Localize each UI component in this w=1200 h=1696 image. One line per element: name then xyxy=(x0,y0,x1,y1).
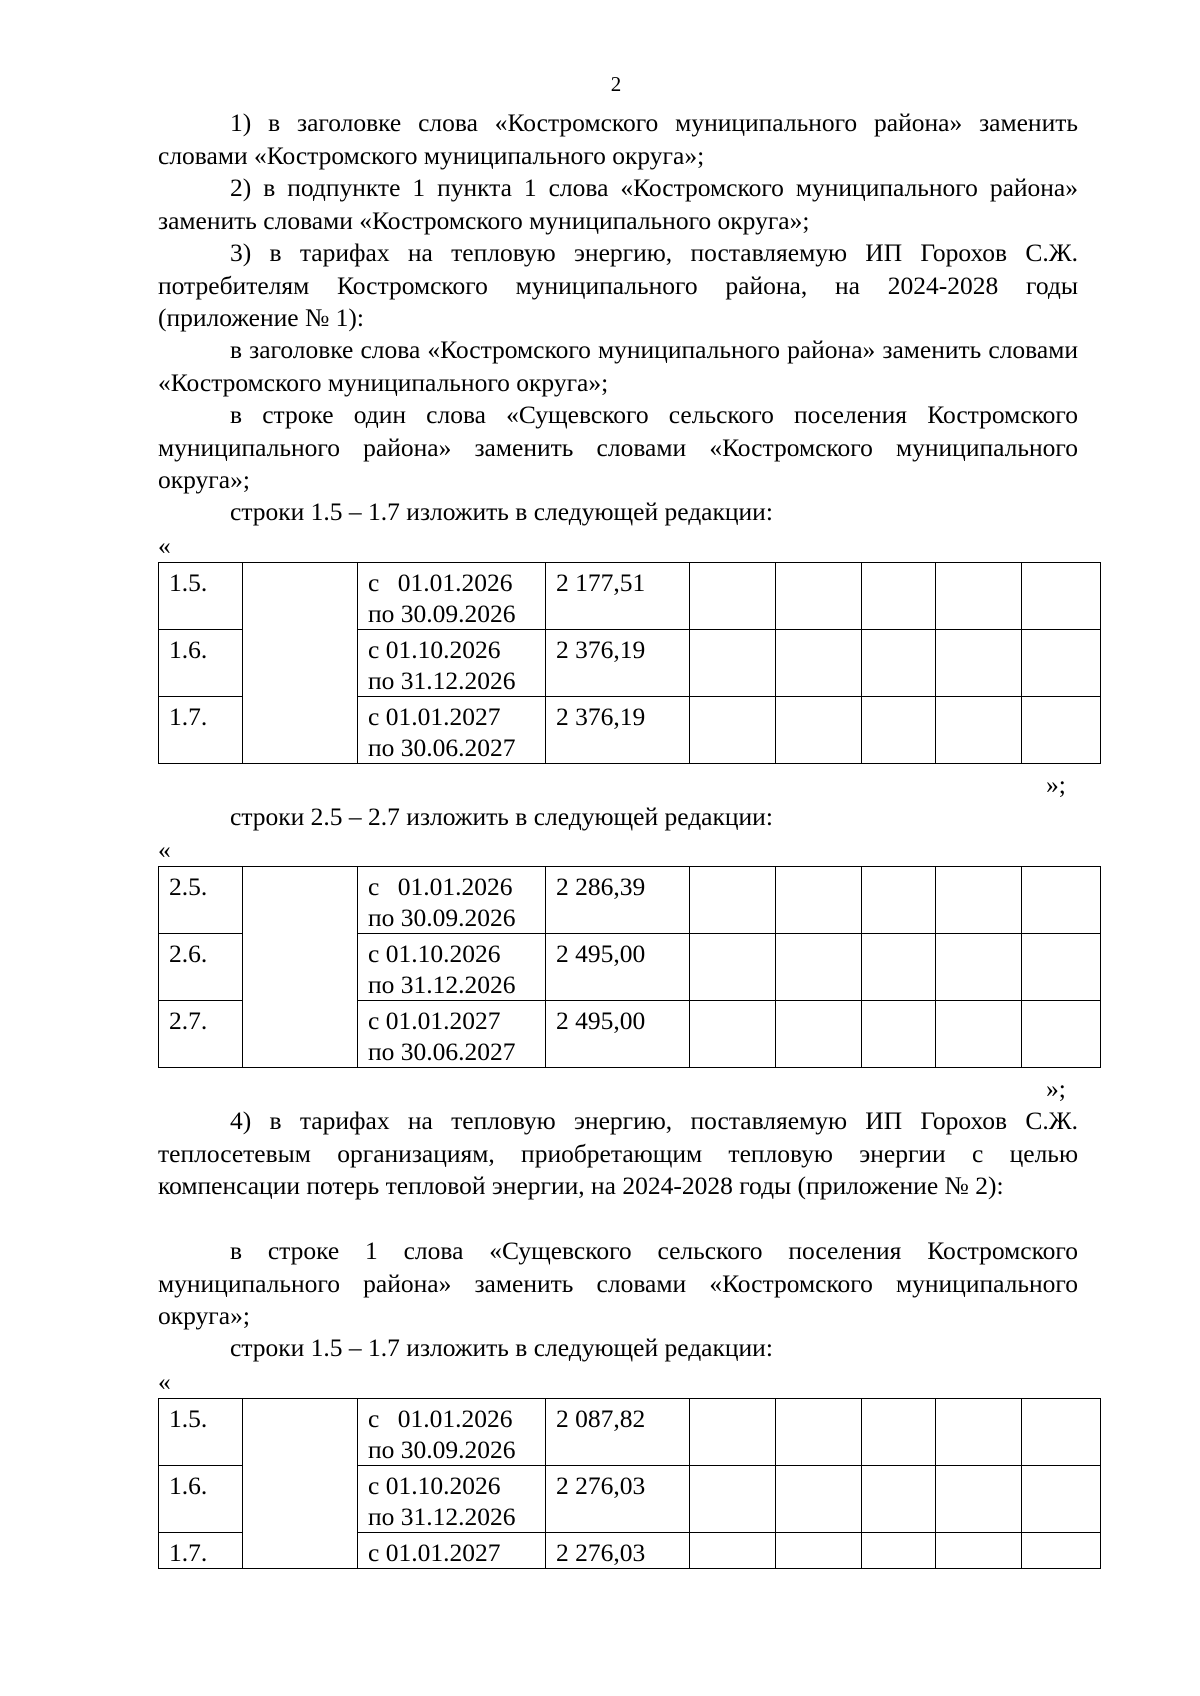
row-number: 2.5. xyxy=(159,867,243,934)
empty-cell xyxy=(862,1399,936,1466)
period-cell: с 01.01.2027 по 30.06.2027 xyxy=(358,1001,546,1068)
empty-cell xyxy=(776,867,862,934)
tariff-table-2 xyxy=(158,866,1101,1068)
empty-cell xyxy=(690,563,776,630)
page-number: 2 xyxy=(610,72,622,96)
period-cell: с 01.10.2026 по 31.12.2026 xyxy=(358,934,546,1001)
blank-cell xyxy=(243,563,358,764)
period-cell: с 01.01.2026 по 30.09.2026 xyxy=(358,563,546,630)
period-cell: с 01.10.2026 по 31.12.2026 xyxy=(358,1466,546,1533)
row-number: 1.5. xyxy=(159,1399,243,1466)
blank-cell xyxy=(243,1399,358,1569)
row-number: 1.7. xyxy=(159,1533,243,1569)
empty-cell xyxy=(936,630,1022,697)
item-3-heading-change: в заголовке слова «Костромского муниципального района» заменить словами «Костромского муниципального округа»; xyxy=(158,335,1078,397)
tariff-value: 2 495,00 xyxy=(546,934,690,1001)
empty-cell xyxy=(690,697,776,764)
tariff-value: 2 376,19 xyxy=(546,630,690,697)
item-1: 1) в заголовке слова «Костромского муниципального района» заменить словами «Костромского муниципального округа»; xyxy=(158,108,1078,170)
row-number: 2.7. xyxy=(159,1001,243,1068)
empty-cell xyxy=(776,630,862,697)
empty-cell xyxy=(936,563,1022,630)
empty-cell xyxy=(690,1466,776,1533)
empty-cell xyxy=(690,630,776,697)
table-row xyxy=(159,867,1101,934)
empty-cell xyxy=(862,934,936,1001)
empty-cell xyxy=(1022,697,1101,764)
empty-cell xyxy=(862,563,936,630)
period-cell: с 01.01.2027 xyxy=(358,1533,546,1569)
empty-cell xyxy=(862,1466,936,1533)
empty-cell xyxy=(1022,1001,1101,1068)
empty-cell xyxy=(862,1001,936,1068)
empty-cell xyxy=(1022,934,1101,1001)
empty-cell xyxy=(936,697,1022,764)
row-number: 1.7. xyxy=(159,697,243,764)
quote-close-2: »; xyxy=(1046,1074,1066,1103)
row-number: 1.5. xyxy=(159,563,243,630)
quote-close-1: »; xyxy=(1046,770,1066,799)
quote-open-3: « xyxy=(158,1367,171,1396)
row-number: 1.6. xyxy=(159,630,243,697)
empty-cell xyxy=(776,1466,862,1533)
empty-cell xyxy=(690,1001,776,1068)
tariff-table-1 xyxy=(158,562,1101,764)
item-3: 3) в тарифах на тепловую энергию, поставляемую ИП Горохов С.Ж. потребителям Костромского муниципального района, на 2024-2028 годы (приложение № 1): xyxy=(158,238,1078,332)
empty-cell xyxy=(1022,1466,1101,1533)
table-row xyxy=(159,563,1101,630)
row-number: 2.6. xyxy=(159,934,243,1001)
quote-open-2: « xyxy=(158,835,171,864)
empty-cell xyxy=(776,934,862,1001)
item-3-rows-2-5-2-7-intro: строки 2.5 – 2.7 изложить в следующей редакции: xyxy=(230,802,773,831)
item-2: 2) в подпункте 1 пункта 1 слова «Костромского муниципального района» заменить словами «Костромского муниципального округа»; xyxy=(158,173,1078,235)
row-number: 1.6. xyxy=(159,1466,243,1533)
blank-cell xyxy=(243,867,358,1068)
item-4: 4) в тарифах на тепловую энергию, поставляемую ИП Горохов С.Ж. теплосетевым организациям, приобретающим тепловую энергии с целью компенсации потерь тепловой энергии, на 2024-2028 годы (приложение № 2): xyxy=(158,1106,1078,1200)
empty-cell xyxy=(936,1399,1022,1466)
empty-cell xyxy=(1022,630,1101,697)
empty-cell xyxy=(936,1001,1022,1068)
empty-cell xyxy=(862,1533,936,1569)
item-3-row-one-change: в строке один слова «Сущевского сельского поселения Костромского муниципального района» заменить словами «Костромского муниципального округа»; xyxy=(158,400,1078,494)
empty-cell xyxy=(936,934,1022,1001)
empty-cell xyxy=(936,1533,1022,1569)
empty-cell xyxy=(776,1399,862,1466)
tariff-value: 2 087,82 xyxy=(546,1399,690,1466)
item-4-row-one-change: в строке 1 слова «Сущевского сельского поселения Костромского муниципального района» заменить словами «Костромского муниципального округа»; xyxy=(158,1236,1078,1330)
empty-cell xyxy=(936,1466,1022,1533)
empty-cell xyxy=(776,1001,862,1068)
tariff-table-3 xyxy=(158,1398,1101,1569)
table-row xyxy=(159,1399,1101,1466)
empty-cell xyxy=(690,1399,776,1466)
period-cell: с 01.10.2026 по 31.12.2026 xyxy=(358,630,546,697)
tariff-value: 2 276,03 xyxy=(546,1466,690,1533)
empty-cell xyxy=(776,697,862,764)
item-3-rows-1-5-1-7-intro: строки 1.5 – 1.7 изложить в следующей редакции: xyxy=(230,497,773,526)
period-cell: с 01.01.2027 по 30.06.2027 xyxy=(358,697,546,764)
empty-cell xyxy=(936,867,1022,934)
empty-cell xyxy=(690,1533,776,1569)
empty-cell xyxy=(690,867,776,934)
empty-cell xyxy=(862,630,936,697)
empty-cell xyxy=(776,1533,862,1569)
tariff-value: 2 495,00 xyxy=(546,1001,690,1068)
empty-cell xyxy=(1022,563,1101,630)
empty-cell xyxy=(862,867,936,934)
period-cell: с 01.01.2026 по 30.09.2026 xyxy=(358,1399,546,1466)
empty-cell xyxy=(1022,1533,1101,1569)
tariff-value: 2 286,39 xyxy=(546,867,690,934)
quote-open-1: « xyxy=(158,531,171,560)
empty-cell xyxy=(776,563,862,630)
empty-cell xyxy=(1022,1399,1101,1466)
tariff-value: 2 376,19 xyxy=(546,697,690,764)
tariff-value: 2 177,51 xyxy=(546,563,690,630)
empty-cell xyxy=(1022,867,1101,934)
period-cell: с 01.01.2026 по 30.09.2026 xyxy=(358,867,546,934)
item-4-rows-1-5-1-7-intro: строки 1.5 – 1.7 изложить в следующей редакции: xyxy=(230,1333,773,1362)
empty-cell xyxy=(862,697,936,764)
tariff-value: 2 276,03 xyxy=(546,1533,690,1569)
empty-cell xyxy=(690,934,776,1001)
